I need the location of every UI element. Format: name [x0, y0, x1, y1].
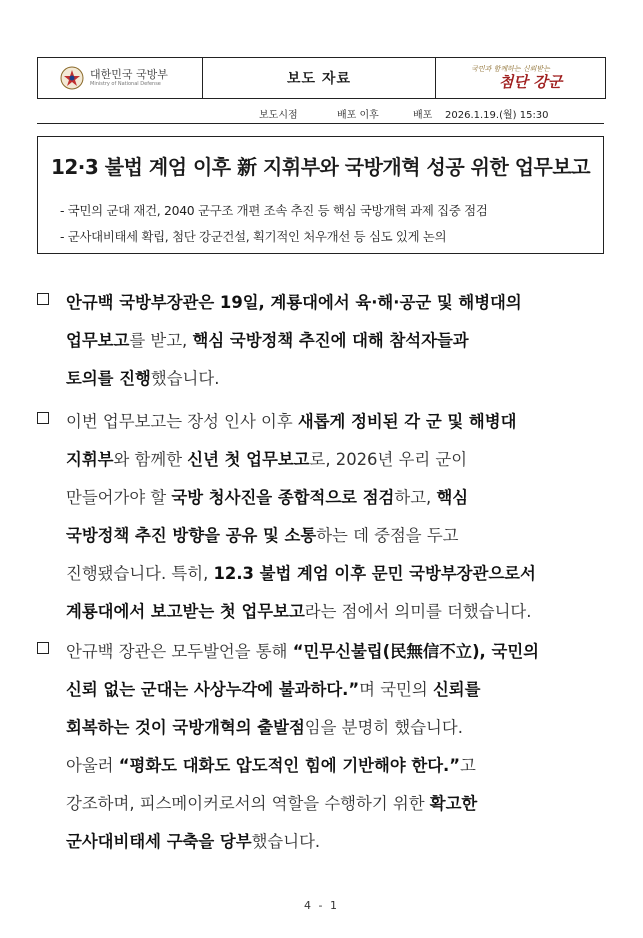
emphasis-text: 핵심 [436, 488, 469, 507]
ministry-name-ko: 대한민국 국방부 [90, 68, 168, 81]
document-header [37, 57, 606, 99]
body-text: 라는 점에서 의미를 더했습니다. [304, 602, 532, 621]
slogan-logo [436, 58, 605, 98]
checkbox-bullet-icon [37, 293, 49, 305]
headline-sub-2: - 군사대비태세 확립, 첨단 강군건설, 획기적인 처우개선 등 심도 있게 논의 [60, 229, 447, 244]
body-text: 며 국민의 [359, 680, 433, 699]
slogan-big: 첨단 강군 [498, 73, 563, 91]
body-text: 이번 업무보고는 장성 인사 이후 [66, 412, 298, 431]
paragraph-line [66, 408, 516, 432]
headline-title: 12·3 불법 계엄 이후 新 지휘부와 국방개혁 성공 위한 업무보고 [50, 155, 591, 179]
paragraph-line [66, 828, 320, 852]
body-text: 로, 2026년 우리 군이 [309, 450, 468, 469]
emphasis-text: 안규백 국방부장관은 19일, 계룡대에서 육·해·공군 및 해병대의 [66, 293, 522, 312]
body-text: 했습니다. [251, 832, 321, 851]
body-text: 강조하며, 피스메이커로서의 역할을 수행하기 위한 [66, 794, 430, 813]
paragraph-line [66, 790, 477, 814]
emphasis-text: 12.3 불법 계엄 이후 문민 국방부장관으로서 [213, 564, 536, 583]
body-text: 를 받고, [129, 331, 193, 350]
paragraph-line [66, 327, 469, 351]
release-time-label: 보도시점 [259, 110, 298, 121]
emphasis-text: 지휘부 [66, 450, 114, 469]
emphasis-text: 신뢰를 [432, 680, 481, 699]
paragraph-line [66, 484, 468, 508]
checkbox-bullet-icon [37, 642, 49, 654]
paragraph-line [66, 714, 463, 738]
emphasis-text: 회복하는 것이 국방개혁의 출발점 [66, 718, 305, 737]
body-text: 하고, [394, 488, 437, 507]
checkbox-bullet-icon [37, 412, 49, 424]
emphasis-text: 새롭게 정비된 각 군 및 해병대 [297, 412, 517, 431]
ministry-name-en: Ministry of National Defense [90, 81, 161, 87]
paragraph-line [66, 638, 539, 662]
emphasis-text: 핵심 국방정책 추진에 대해 참석자들과 [192, 331, 469, 350]
emphasis-text: 계룡대에서 보고받는 첫 업무보고 [66, 602, 305, 621]
body-text: 했습니다. [150, 369, 220, 388]
ministry-emblem-icon [60, 66, 84, 90]
slogan-small: 국민과 함께하는 신뢰받는 [471, 65, 550, 73]
emphasis-text: 업무보고 [66, 331, 130, 350]
paragraph-line [66, 676, 480, 700]
emphasis-text: 토의를 진행 [66, 369, 151, 388]
release-dist-value: 2026.1.19.(월) 15:30 [445, 110, 549, 121]
emphasis-text: “민무신불립(民無信不立), 국민의 [292, 642, 539, 661]
headline-box [37, 136, 604, 254]
body-text: 만들어가야 할 [66, 488, 172, 507]
emphasis-text: 신뢰 없는 군대는 사상누각에 불과하다.” [66, 680, 360, 699]
paragraph-line [66, 752, 476, 776]
release-info [37, 97, 604, 124]
release-time-value: 배포 이후 [337, 110, 379, 121]
headline-sub-1: - 국민의 군대 재건, 2040 군구조 개편 조속 추진 등 핵심 국방개혁 과제 집중 점검 [60, 203, 488, 218]
body-text: 아울러 [66, 756, 119, 775]
release-dist-label: 배포 [413, 110, 433, 121]
body-text: 진행됐습니다. 특히, [66, 564, 214, 583]
emphasis-text: 국방정책 추진 방향을 공유 및 소통 [66, 526, 317, 545]
paragraph-line [66, 560, 536, 584]
ministry-logo [38, 58, 203, 98]
body-text: 와 함께한 [113, 450, 188, 469]
paragraph-3 [37, 638, 609, 851]
body-text: 고 [460, 756, 476, 775]
page-number: 4 - 1 [304, 899, 339, 912]
body-text: 안규백 장관은 모두발언을 통해 [66, 642, 293, 661]
emphasis-text: 확고한 [429, 794, 478, 813]
paragraph-line [66, 598, 531, 622]
emphasis-text: “평화도 대화도 압도적인 힘에 기반해야 한다.” [118, 756, 461, 775]
paragraph-line [66, 289, 522, 313]
paragraph-1 [37, 289, 609, 389]
emphasis-text: 신년 첫 업무보고 [187, 450, 310, 469]
doc-type: 보도 자료 [203, 58, 436, 98]
paragraph-line [66, 446, 467, 470]
emphasis-text: 국방 청사진을 종합적으로 점검 [171, 488, 395, 507]
paragraph-2 [37, 408, 609, 621]
paragraph-line [66, 365, 219, 389]
emphasis-text: 군사대비태세 구축을 당부 [66, 832, 252, 851]
paragraph-line [66, 522, 459, 546]
body-text: 하는 데 중점을 두고 [316, 526, 459, 545]
body-text: 임을 분명히 했습니다. [304, 718, 463, 737]
